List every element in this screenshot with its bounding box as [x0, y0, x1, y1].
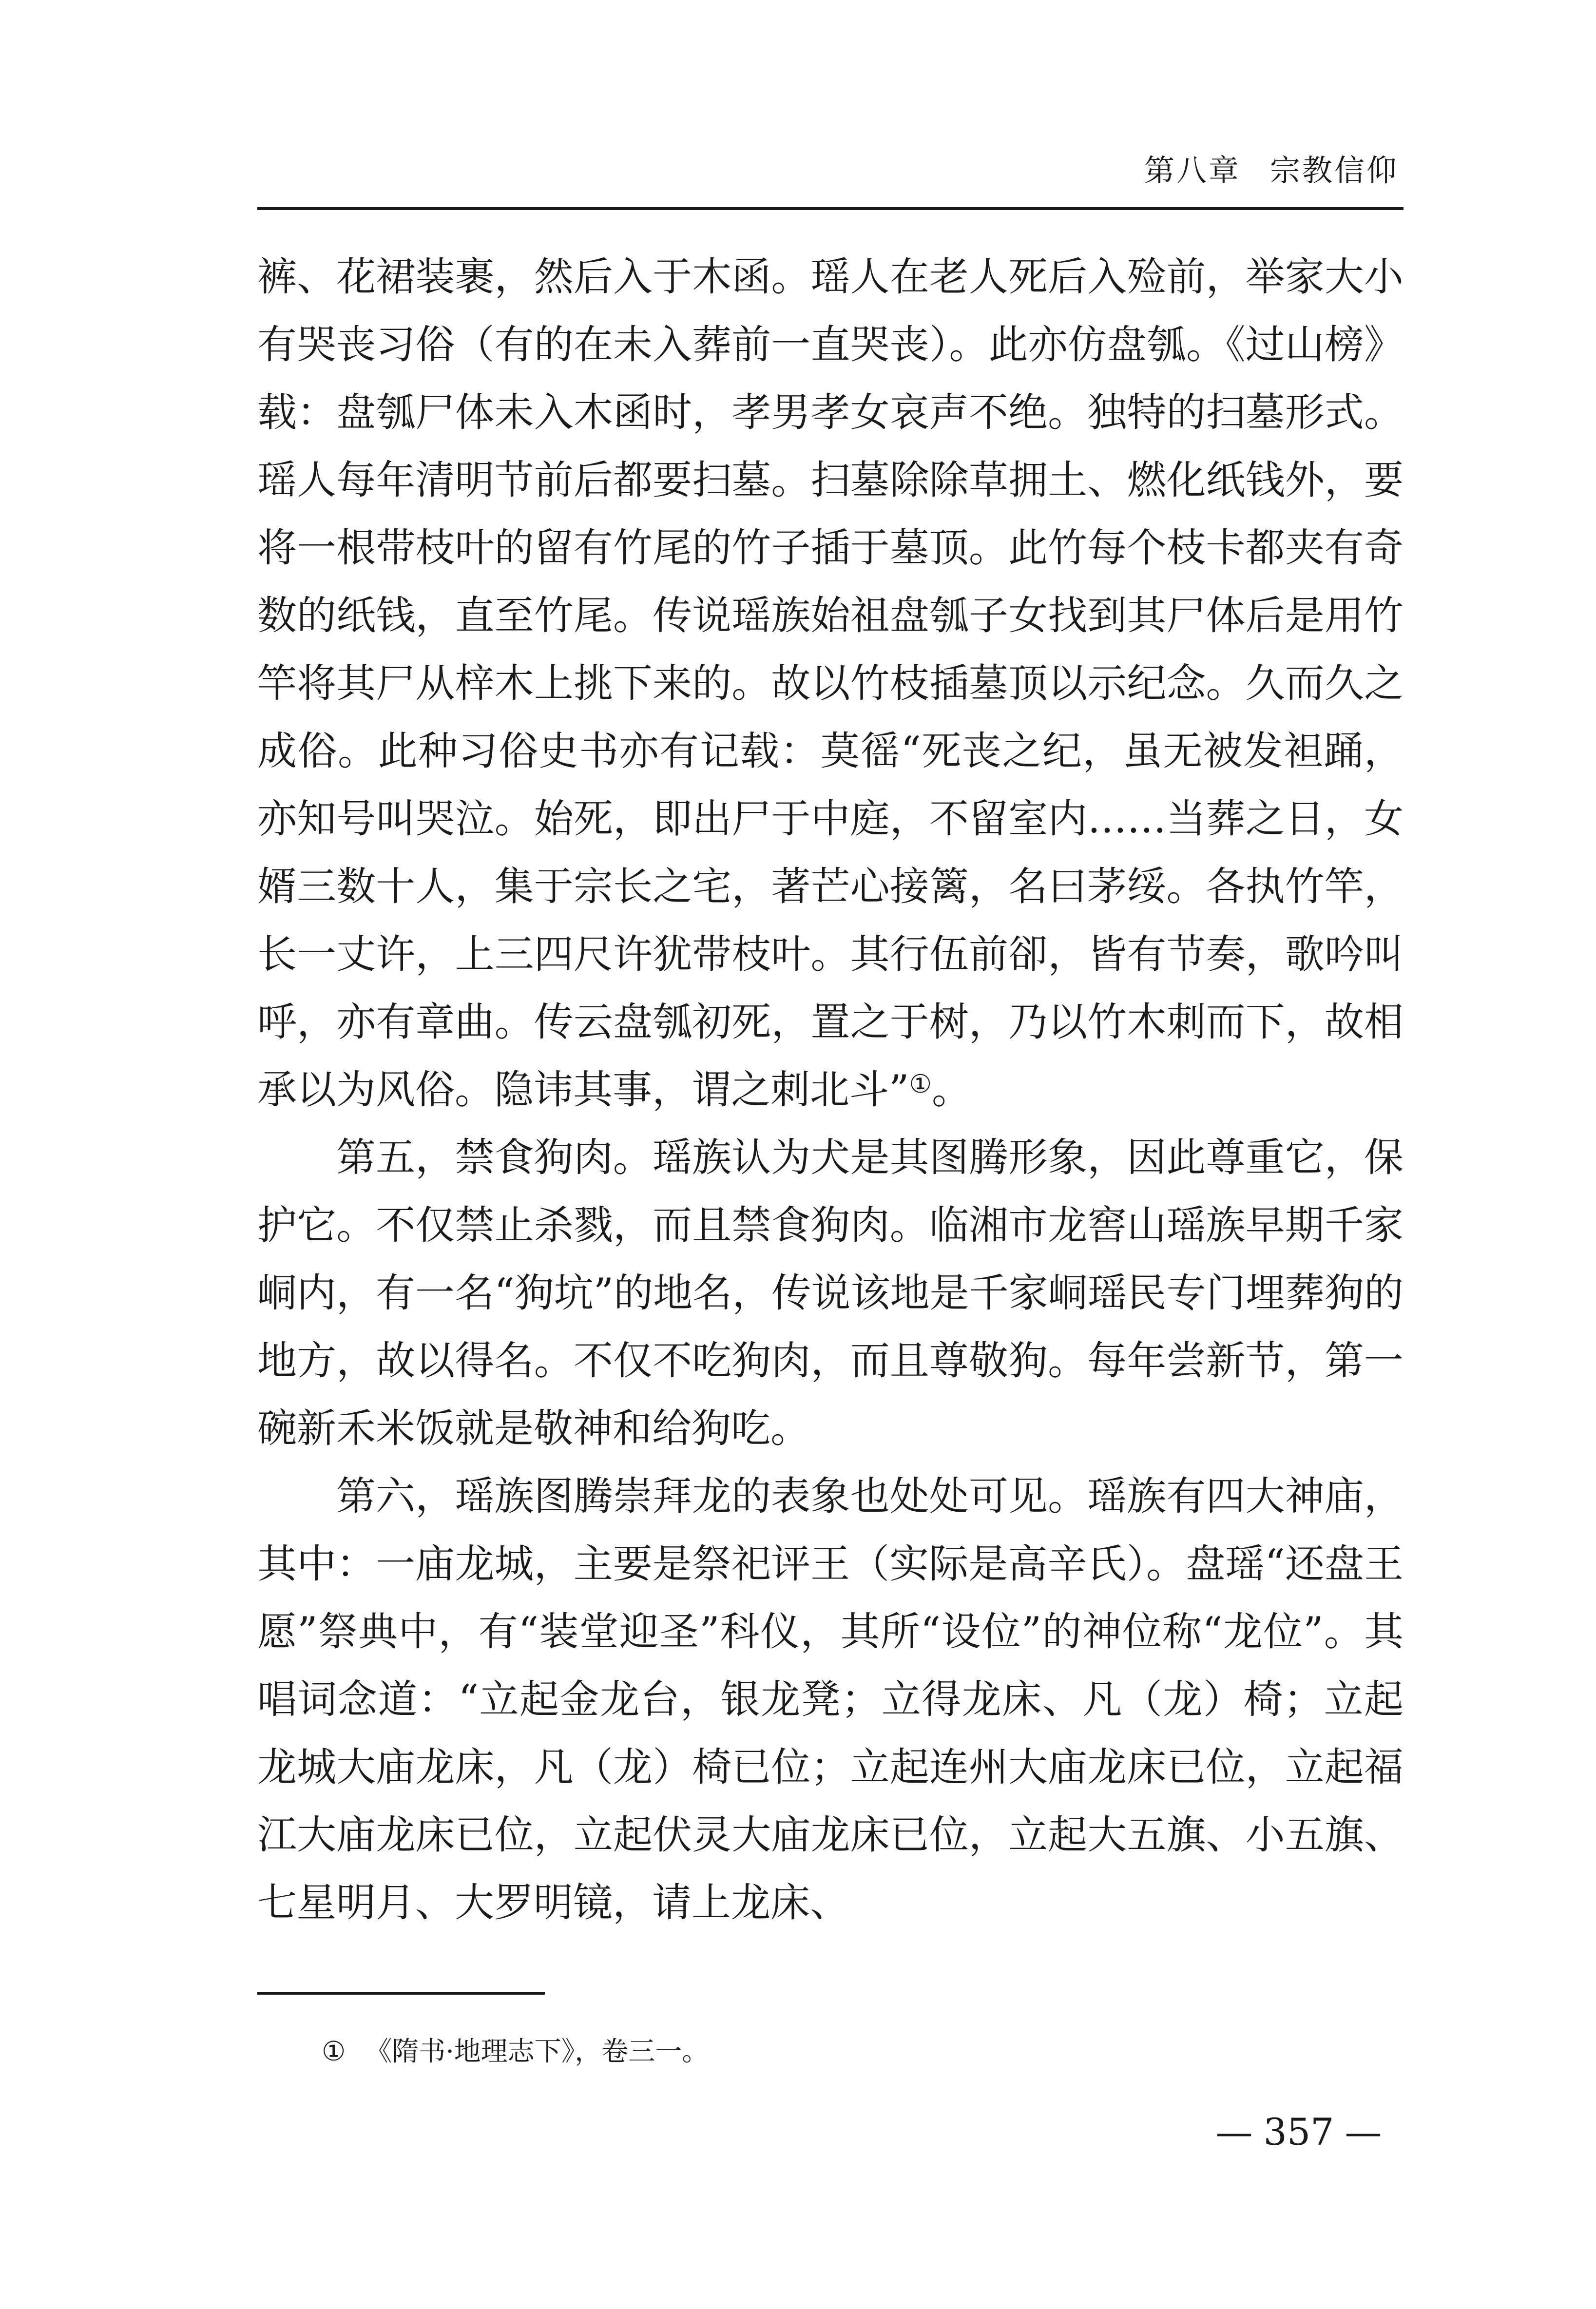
page-number-value: 357 [1263, 2110, 1334, 2154]
paragraph-1 [257, 244, 1404, 1124]
chapter-label: 第八章 [1144, 153, 1241, 188]
page-number [1194, 2110, 1404, 2154]
paragraph-2: 第五，禁食狗肉。瑶族认为犬是其图腾形象，因此尊重它，保护它。不仅禁止杀戮，而且禁食狗肉。临湘市龙窖山瑶族早期千家峒内，有一名“狗坑”的地名，传说该地是千家峒瑶民专门埋葬狗的地方，故以得名。不仅不吃狗肉，而且尊敬狗。每年尝新节，第一碗新禾米饭就是敬神和给狗吃。 [257, 1135, 1404, 1452]
header-rule [257, 207, 1404, 210]
footnote-rule [257, 1992, 545, 1995]
page-number-dash-right: — [1345, 2110, 1382, 2154]
footnote-text: 《隋书·地理志下》，卷三一。 [365, 2036, 709, 2067]
footnote-mark: ① [322, 2036, 346, 2067]
paragraph-1-text: 裤、花裙装裹，然后入于木函。瑶人在老人死后入殓前，举家大小有哭丧习俗（有的在未入葬前一直哭丧）。此亦仿盘瓠。《过山榜》载：盘瓠尸体未入木函时，孝男孝女哀声不绝。独特的扫墓形式。瑶人每年清明节前后都要扫墓。扫墓除除草拥土、燃化纸钱外，要将一根带枝叶的留有竹尾的竹子插于墓顶。此竹每个枝卡都夹有奇数的纸钱，直至竹尾。传说瑶族始祖盘瓠子女找到其尸体后是用竹竿将其尸从梓木上挑下来的。故以竹枝插墓顶以示纪念。久而久之成俗。此种习俗史书亦有记载：莫徭“死丧之纪，虽无被发袒踊，亦知号叫哭泣。始死，即出尸于中庭，不留室内……当葬之日，女婿三数十人，集于宗长之宅，著芒心接篱，名曰茅绥。各执竹竿，长一丈许，上三四尺许犹带枝叶。其行伍前卻，皆有节奏，歌吟叫呼，亦有章曲。传云盘瓠初死，置之于树，乃以竹木刺而下，故相承以为风俗。隐讳其事，谓之刺北斗” [257, 254, 1404, 1113]
footnote-reference: ① [909, 1070, 932, 1099]
paragraph-1-tail: 。 [932, 1067, 972, 1113]
paragraph-3: 第六，瑶族图腾崇拜龙的表象也处处可见。瑶族有四大神庙，其中：一庙龙城，主要是祭祀评王（实际是高辛氏）。盘瑶“还盘王愿”祭典中，有“装堂迎圣”科仪，其所“设位”的神位称“龙位”。其唱词念道：“立起金龙台，银龙凳；立得龙床、凡（龙）椅；立起龙城大庙龙床，凡（龙）椅已位；立起连州大庙龙床已位，立起福江大庙龙床已位，立起伏灵大庙龙床已位，立起大五旗、小五旗、七星明月、大罗明镜，请上龙床、 [257, 1474, 1404, 1926]
footnote [322, 2030, 709, 2068]
page-number-dash-left: — [1215, 2110, 1253, 2154]
running-header [1096, 146, 1399, 190]
chapter-title: 宗教信仰 [1269, 153, 1399, 188]
body-text [257, 244, 1404, 1937]
